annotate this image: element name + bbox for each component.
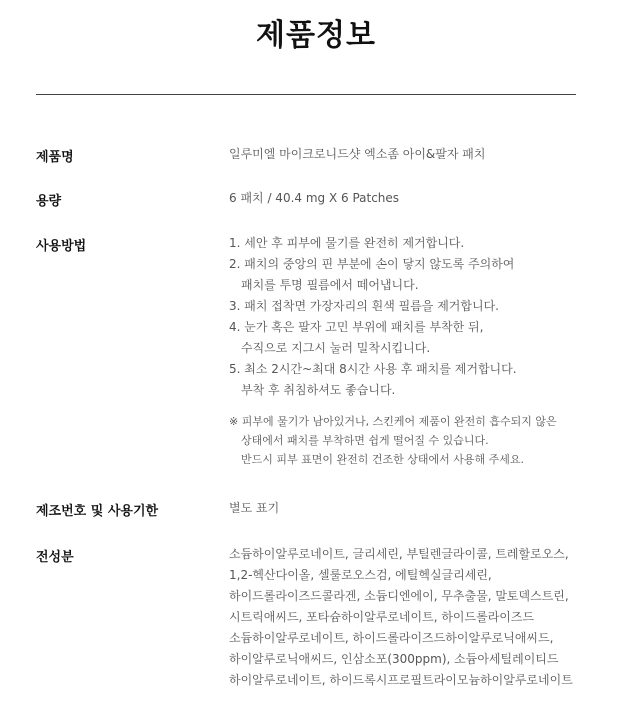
ingredients-line: 소듐하이알루로네이트, 하이드롤라이즈드하이알루로닉애씨드, [229, 631, 554, 645]
ingredients-line: 하이드롤라이즈드콜라겐, 소듐디엔에이, 무추출물, 말토덱스트린, [229, 589, 569, 603]
ingredients-line: 1,2-헥산다이올, 셀룰로오스검, 에틸헥실글리세린, [229, 568, 492, 582]
usage-step: 부착 후 취침하셔도 좋습니다. [241, 383, 396, 397]
page-title: 제품정보 [256, 18, 376, 53]
expiry-label: 제조번호 및 사용기한 [36, 504, 159, 519]
expiry-value: 별도 표기 [229, 501, 280, 515]
usage-note: ※ 피부에 물기가 남아있거나, 스킨케어 제품이 완전히 흡수되지 않은 [229, 415, 557, 428]
usage-notes [229, 412, 557, 469]
usage-step: 수직으로 지그시 눌러 밀착시킵니다. [241, 341, 431, 355]
volume-label: 용량 [36, 194, 62, 209]
name-label: 제품명 [36, 150, 74, 165]
usage-step: 패치를 투명 필름에서 떼어냅니다. [241, 278, 419, 292]
volume-value: 6 패치 / 40.4 mg X 6 Patches [229, 191, 400, 205]
usage-label: 사용방법 [36, 239, 87, 254]
usage-step: 4. 눈가 혹은 팔자 고민 부위에 패치를 부착한 뒤, [229, 320, 484, 334]
usage-note: 반드시 피부 표면이 완전히 건조한 상태에서 사용해 주세요. [241, 453, 524, 466]
title-divider [36, 94, 576, 95]
usage-note: 상태에서 패치를 부착하면 쉽게 떨어질 수 있습니다. [241, 434, 489, 447]
usage-step: 5. 최소 2시간~최대 8시간 사용 후 패치를 제거합니다. [229, 362, 517, 376]
ingredients-label: 전성분 [36, 550, 74, 565]
usage-step: 1. 세안 후 피부에 물기를 완전히 제거합니다. [229, 236, 465, 250]
ingredients-line: 하이알루로닉애씨드, 인삼소포(300ppm), 소듐아세틸레이티드 [229, 652, 559, 666]
usage-step: 3. 패치 접착면 가장자리의 흰색 필름을 제거합니다. [229, 299, 499, 313]
ingredients-line: 소듐하이알루로네이트, 글리세린, 부틸렌글라이콜, 트레할로오스, [229, 547, 569, 561]
ingredients-line: 시트릭애씨드, 포타슘하이알루로네이트, 하이드롤라이즈드 [229, 610, 535, 624]
usage-steps [229, 233, 517, 401]
ingredients-list [229, 544, 573, 691]
ingredients-line: 하이알루로네이트, 하이드록시프로필트라이모늄하이알루로네이트 [229, 673, 573, 687]
name-value: 일루미엘 마이크로니드샷 엑소좀 아이&팔자 패치 [229, 147, 486, 161]
usage-step: 2. 패치의 중앙의 핀 부분에 손이 닿지 않도록 주의하여 [229, 257, 515, 271]
